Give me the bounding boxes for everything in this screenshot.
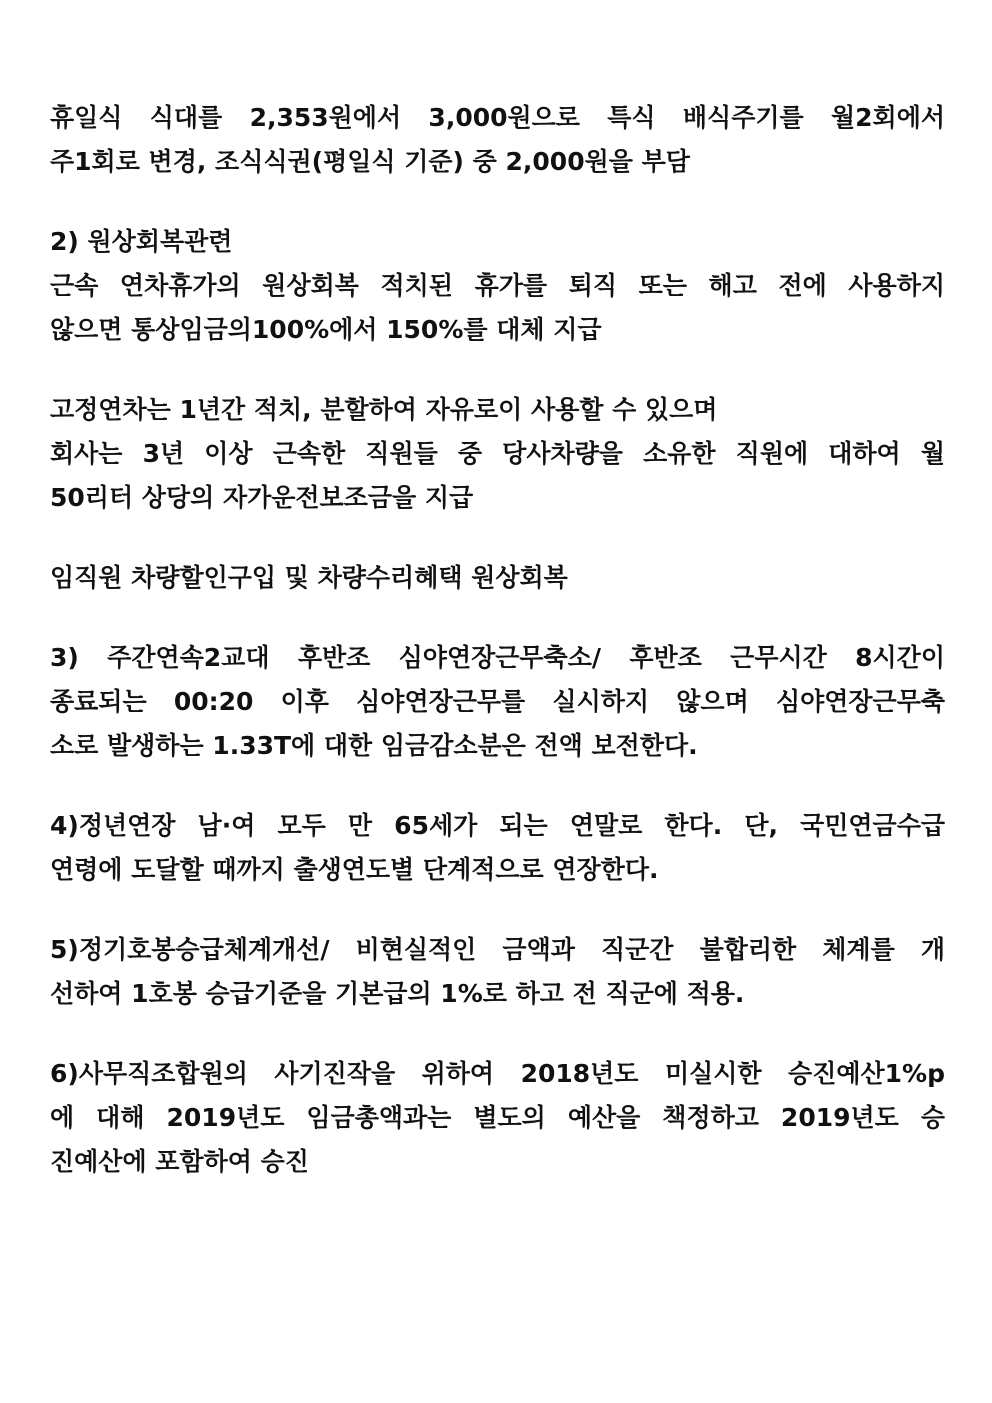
text-line: 50리터 상당의 자가운전보조금을 지급	[50, 483, 474, 512]
text-line: 고정연차는 1년간 적치, 분할하여 자유로이 사용할 수 있으며	[50, 395, 718, 424]
text-line: 선하여 1호봉 승급기준을 기본급의 1%로 하고 전 직군에 적용.	[50, 979, 745, 1008]
text-line: 진예산에 포함하여 승진	[50, 1147, 309, 1176]
text-line: 종료되는 00:20 이후 심야연장근무를 실시하지 않으며 심야연장근무축	[50, 687, 945, 716]
text-line: 주1회로 변경, 조식식권(평일식 기준) 중 2,000원을 부담	[50, 147, 690, 176]
text-line: 않으면 통상임금의100%에서 150%를 대체 지급	[50, 315, 602, 344]
paragraph-vehicle-benefit	[50, 556, 945, 600]
text-line: 임직원 차량할인구입 및 차량수리혜택 원상회복	[50, 563, 568, 592]
section-heading: 4)정년연장 남·여 모두 만 65세가 되는 연말로 한다. 단, 국민연금수급	[50, 811, 945, 840]
text-line: 회사는 3년 이상 근속한 직원들 중 당사차량을 소유한 직원에 대하여 월	[50, 439, 945, 468]
paragraph-pay-step	[50, 928, 945, 1016]
section-heading: 3) 주간연속2교대 후반조 심야연장근무축소/ 후반조 근무시간 8시간이	[50, 643, 945, 672]
section-heading: 6)사무직조합원의 사기진작을 위하여 2018년도 미실시한 승진예산1%p	[50, 1059, 945, 1088]
document-body	[50, 96, 945, 1184]
section-heading: 2) 원상회복관련	[50, 227, 233, 256]
text-line: 에 대해 2019년도 임금총액과는 별도의 예산을 책정하고 2019년도 승	[50, 1103, 945, 1132]
paragraph-night-shift	[50, 636, 945, 768]
paragraph-retirement-age	[50, 804, 945, 892]
text-line: 소로 발생하는 1.33T에 대한 임금감소분은 전액 보전한다.	[50, 731, 698, 760]
paragraph-promotion-budget	[50, 1052, 945, 1184]
text-line: 연령에 도달할 때까지 출생연도별 단계적으로 연장한다.	[50, 855, 659, 884]
text-line: 근속 연차휴가의 원상회복 적치된 휴가를 퇴직 또는 해고 전에 사용하지	[50, 271, 945, 300]
paragraph-restoration	[50, 220, 945, 352]
paragraph-fixed-leave	[50, 388, 945, 520]
text-line: 휴일식 식대를 2,353원에서 3,000원으로 특식 배식주기를 월2회에서	[50, 103, 945, 132]
paragraph-meal-allowance	[50, 96, 945, 184]
section-heading: 5)정기호봉승급체계개선/ 비현실적인 금액과 직군간 불합리한 체계를 개	[50, 935, 945, 964]
